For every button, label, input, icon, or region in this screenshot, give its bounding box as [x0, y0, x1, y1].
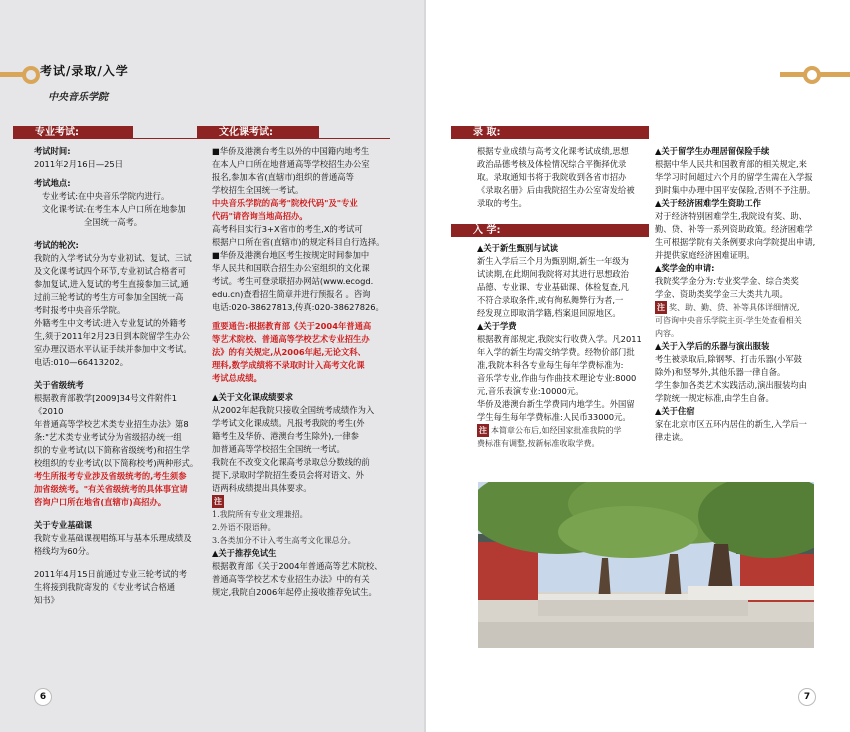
text-line: 我院专业基础课视唱练耳与基本乐理成绩及 [34, 533, 192, 543]
text-line: 品德、专业课、专业基础课、体检复查,凡 [477, 282, 629, 292]
text-line: 学校招生全国统一考试。 [212, 185, 304, 195]
text-line: 我院的入学考试分为专业初试、复试、三试 [34, 253, 192, 263]
text-line: 提下,录取时学院招生委员会将对语文、外 [212, 470, 364, 480]
text-line: 2011年2月16日—25日 [34, 159, 123, 169]
text-line: 籍考生及华侨、港澳台考生除外),一律参 [212, 431, 359, 441]
text-line: 学院统一规定标准,由学生自备。 [655, 393, 774, 403]
column-enrollment [477, 242, 647, 450]
heading: ▲关于新生甄别与试读 [477, 243, 559, 253]
text-line: 经发现立即取消学籍,档案退回原地区。 [477, 308, 621, 318]
text-line: 根据教育部教学[2009]34号文件附件1《2010 [34, 393, 177, 416]
text-line: 勤、贷、补等一系列资助政策。经济困难学 [655, 224, 813, 234]
section-header-luqu: 录 取: [451, 126, 649, 139]
emphasis-line: 代码"请咨询当地高招办。 [212, 211, 308, 221]
emphasis-line: 考试总成绩。 [212, 373, 262, 383]
emphasis-line: 重要通告:根据教育部《关于2004年普通高 [212, 321, 372, 331]
text-line: 室办理汉语水平认证手续并参加中文考试。 [34, 344, 192, 354]
text-line: 元,音乐表演专业:10000元。 [477, 386, 584, 396]
text-line: 学生每生每年学费标准:人民币33000元。 [477, 412, 631, 422]
text-line: 新生入学后三个月为甄别期,新生一年级为 [477, 256, 629, 266]
text-line: 我院在不改变文化课高考录取总分数线的前 [212, 457, 370, 467]
text-line: 根据教育部规定,我院实行收费入学。凡2011 [477, 334, 642, 344]
text-line: 语两科成绩提出具体要求。 [212, 483, 312, 493]
emphasis-line: 咨询户口所在地省(直辖市)高招办。 [34, 497, 167, 507]
text-line: 全国统一高考。 [84, 217, 143, 227]
text-line: 华人民共和国联合招生办公室组织的文化课 [212, 263, 370, 273]
page-number-right: 7 [798, 688, 816, 706]
note-line: 奖、助、勤、贷、补等具体详细情况, [669, 303, 800, 312]
campus-photo [478, 482, 814, 648]
page-title: 考试/录取/入学 [40, 64, 129, 78]
text-line: 考试。考生可登录联招办网站(www.ecogd. [212, 276, 374, 286]
text-line: 生将接到我院寄发的《专业考试合格通 [34, 582, 176, 592]
section-rule [197, 138, 390, 139]
text-line: 报名,参加本省(直辖市)组织的普通高等 [212, 172, 354, 182]
note-marker: 注 [657, 302, 665, 312]
heading: 考试时间: [34, 146, 71, 156]
heading: ▲奖学金的申请: [655, 263, 715, 273]
heading: ▲关于留学生办理居留保险手续 [655, 146, 770, 156]
text-line: 根据专业成绩与高考文化课考试成绩,思想 [477, 146, 629, 156]
text-line: 并提供家庭经济困难证明。 [655, 250, 755, 260]
school-logo-text: 中央音乐学院 [48, 92, 108, 103]
heading: 考试的轮次: [34, 240, 79, 250]
text-line: 格线均为60分。 [34, 546, 95, 556]
section-rule [13, 138, 197, 139]
note-line: 1.我院所有专业文理兼招。 [212, 510, 308, 519]
emphasis-line: 等艺术院校、普通高等学校艺术专业招生办 [212, 334, 370, 344]
header-ornament-right [803, 66, 821, 84]
text-line: 普通高等学校艺术专业招生办法》中的有关 [212, 574, 370, 584]
text-line: 知书》 [34, 595, 59, 605]
text-line: 学金、资助类奖学金三大类共九项。 [655, 289, 788, 299]
emphasis-line: 加省级统考。"有关省级统考的具体事宜请 [34, 484, 188, 494]
heading: ▲关于推荐免试生 [212, 548, 277, 558]
note-line: 3.各类加分不计入考生高考文化课总分。 [212, 536, 356, 545]
note-line: 2.外语不限语种。 [212, 523, 276, 532]
text-line: 根据教育部《关于2004年普通高等艺术院校、 [212, 561, 383, 571]
text-line: 高考科目实行3+X省市的考生,X的考试可 [212, 224, 363, 234]
emphasis-line: 法》的有关规定,从2006年起,无论文科、 [212, 347, 366, 357]
text-line: 在本人户口所在地普通高等学校招生办公室 [212, 159, 370, 169]
text-line: 录取的考生。 [477, 198, 527, 208]
text-line: 音乐学专业,作曲与作曲技术理论专业:8000 [477, 373, 637, 383]
text-line: 华侨及港澳台新生学费同内地学生。外国留 [477, 399, 635, 409]
page-fold [424, 0, 426, 732]
column-exam-info [34, 145, 202, 607]
text-line: 华学习时间超过六个月的留学生需在入学报 [655, 172, 813, 182]
text-line: 我院奖学金分为:专业奖学金、综合类奖 [655, 276, 799, 286]
text-line: 律走读。 [655, 432, 689, 442]
text-line: 过前三轮考试的考生方可参加全国统一高 [34, 292, 184, 302]
text-line: 试读期,在此期间我院将对其进行思想政治 [477, 269, 629, 279]
heading: ▲关于住宿 [655, 406, 695, 416]
text-line: 不符合录取条件,或有徇私舞弊行为者,一 [477, 295, 624, 305]
emphasis-line: 中央音乐学院的高考"院校代码"及"专业 [212, 198, 358, 208]
text-line: 条:"艺术类专业考试分为省级招办统一组 [34, 432, 182, 442]
column-admission [477, 145, 647, 210]
text-line: 校组织的专业考试(以下简称校考)两种形式。 [34, 458, 199, 468]
text-line: 取。录取通知书将于我院收到各省市招办 [477, 172, 627, 182]
text-line: 年普通高等学校艺术类专业招生办法》第8 [34, 419, 189, 429]
text-line: 准,我院本科各专业每生每年学费标准为: [477, 360, 624, 370]
text-line: 家在北京市区五环内居住的新生,入学后一 [655, 419, 807, 429]
note-marker: 注 [479, 425, 487, 435]
text-line: 电话:020-38627813,传真:020-38627826。 [212, 302, 384, 312]
text-line: 学生参加各类艺术实践活动,演出服装均由 [655, 380, 807, 390]
text-line: 到时集中办理中国平安保险,否则不予注册。 [655, 185, 816, 195]
text-line: 参加复试,进入复试的考生直接参加三试,通 [34, 279, 189, 289]
heading: 考试地点: [34, 178, 71, 188]
emphasis-line: 理科,数学成绩将不录取时计入高考文化课 [212, 360, 365, 370]
text-line: 生,须于2011年2月23日到本院留学生办公 [34, 331, 190, 341]
text-line: 生可根据学院有关条例要求向学院提出申请, [655, 237, 816, 247]
note-marker: 注 [214, 497, 222, 506]
text-line: 外籍考生中文考试:进入专业复试的外籍考 [34, 318, 187, 328]
heading: 关于省级统考 [34, 380, 84, 390]
text-line: 及文化课考试四个环节,专业初试合格者可 [34, 266, 186, 276]
heading: ▲关于学费 [477, 321, 517, 331]
heading: ▲关于文化课成绩要求 [212, 392, 294, 402]
emphasis-line: 考生所报考专业涉及省级统考的,考生须参 [34, 471, 187, 481]
page-number-left: 6 [34, 688, 52, 706]
text-line: 除外)和竖琴外,其他乐器一律自备。 [655, 367, 786, 377]
text-line: 《录取名册》后由我院招生办公室寄发给被 [477, 185, 635, 195]
text-line: 学考试文化课成绩。凡报考我院的考生(外 [212, 418, 365, 428]
heading: ▲关于入学后的乐器与演出服装 [655, 341, 770, 351]
text-line: 加普通高等学校招生全国统一考试。 [212, 444, 345, 454]
note-line: 可咨询中央音乐学院主页-学生处查看相关 [655, 316, 802, 325]
column-student-affairs [655, 145, 825, 444]
text-line: 根据户口所在省(直辖市)的规定科目自行选择。 [212, 237, 385, 247]
text-line: 2011年4月15日前通过专业三轮考试的考 [34, 569, 188, 579]
text-line: ■华侨及港澳台考生以外的中国籍内地考生 [212, 146, 370, 156]
section-header-ruxue: 入 学: [451, 224, 649, 237]
text-line: 根据中华人民共和国教育部的相关规定,来 [655, 159, 807, 169]
heading: 关于专业基础课 [34, 520, 93, 530]
text-line: 年入学的新生均需交纳学费。经物价部门批 [477, 347, 635, 357]
text-line: 从2002年起我院只接收全国统考成绩作为入 [212, 405, 375, 415]
column-culture-exam [212, 145, 392, 599]
heading: ▲关于经济困难学生资助工作 [655, 198, 761, 208]
text-line: 专业考试:在中央音乐学院内进行。 [42, 191, 170, 201]
text-line: 对于经济特别困难学生,我院设有奖、助、 [655, 211, 807, 221]
text-line: 电话:010—66413202。 [34, 357, 129, 367]
campus-photo-illustration [478, 482, 814, 648]
text-line: 考生被录取后,除钢琴、打击乐器(小军鼓 [655, 354, 802, 364]
text-line: 文化课考试:在考生本人户口所在地参加 [42, 204, 186, 214]
text-line: 规定,我院自2006年起停止接收推荐免试生。 [212, 587, 377, 597]
header-ornament-left [22, 66, 40, 84]
text-line: ■华侨及港澳台地区考生按规定时间参加中 [212, 250, 370, 260]
text-line: 政治品德考核及体检情况综合平衡择优录 [477, 159, 627, 169]
note-line: 费标准有调整,按新标准收取学费。 [477, 439, 600, 448]
text-line: 考时报考中央音乐学院。 [34, 305, 126, 315]
section-header-zhuanye: 专业考试: [13, 126, 133, 139]
note-line: 内容。 [655, 329, 679, 338]
note-line: 本简章公布后,如经国家批准我院的学 [491, 426, 622, 435]
text-line: 织的专业考试(以下简称省级统考)和招生学 [34, 445, 190, 455]
section-header-wenhua: 文化课考试: [197, 126, 319, 139]
text-line: edu.cn)查看招生简章并进行预报名 。咨询 [212, 289, 371, 299]
